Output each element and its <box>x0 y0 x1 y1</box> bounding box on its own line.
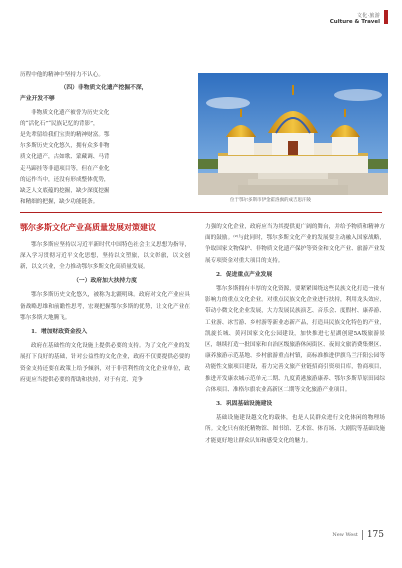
paragraph: 鄂尔多斯拥有丰厚的文化资源，要紧紧围绕这些民族文化打造一批有影响力的重点文化企业。对重点民族文化企业进行扶持，利用龙头效应，带动小微文化企业发展，大力发展民族演艺、音乐会、度假村、康养游、工业游、冰雪游、乡村游等新业态新产品，打造具民族文化特色的产业，凯旋长城、黄河国家文化公园建设，加快推进七星湖创建5A级旅游景区，继续打造一批国家和自治区级旅游休闲街区、夜间文旅消费集聚区、康养旅游示范基地、乡村旅游重点村镇，高标准推进伊旗乌兰汗阳公园等功能性文旅项目建设，着力完善文旅产业链招商引资项目库，鲁商项目，推进开发康农城示范单元二期、九度黄港旅游康养、鄂尔多斯草原田园综合体项目、准格尔旗农业高新区二期等文化旅游产业项目。 <box>205 286 385 393</box>
photo-caption: 位于鄂尔多斯市伊金霍洛旗的成吉思汗陵 <box>230 198 311 203</box>
numbered-heading: 3．巩固基础设施建设 <box>216 401 273 408</box>
page-footer <box>332 530 384 540</box>
page-number: 175 <box>366 530 384 540</box>
paragraph: 鄂尔多斯应坚持以习近平新时代中国特色社会主义思想为指导，深入学习贯彻习近平文化思想，坚持以文塑旅，以文彰旅，以文创新，以文兴业，全力推动鄂尔多斯文化高质量发展。 <box>20 241 190 270</box>
left-column <box>20 222 190 386</box>
section-header <box>330 12 380 25</box>
top-left-column <box>20 70 188 208</box>
subheading-continued: 产业开发不够 <box>20 96 55 103</box>
footer-divider <box>362 530 363 540</box>
numbered-heading: 2．促进重点产业发展 <box>216 271 273 278</box>
text-line: 走马蹄挂等非遗项目等，但在产业化 <box>20 165 110 172</box>
section-title-cn: 文化·旅游 <box>356 13 380 19</box>
subheading: （一）政府加大扶持力度 <box>73 278 137 285</box>
text-line: 是先辈留给我们宝贵的精神财富。鄂 <box>20 132 110 139</box>
paragraph: 鄂尔多斯历史文化悠久，被称为北疆明珠。政府对文化产业应具备战略思维和前瞻性思考，宏观把握鄂尔多斯的优势，让文化产业在鄂尔多斯大地腾飞。 <box>20 292 190 321</box>
numbered-heading: 1．增加财政资金投入 <box>31 328 88 335</box>
text-line: 非物质文化遗产被誉为历史文化 <box>31 109 110 116</box>
section-divider <box>20 212 382 213</box>
text-line: 历程中他的精神中坚持力不认心。 <box>20 72 104 78</box>
mausoleum-photo <box>198 73 388 195</box>
section-title: 鄂尔多斯文化产业高质量发展对策建议 <box>20 223 156 232</box>
text-line: 的“活化石”“民族记忆的背影”， <box>20 120 99 127</box>
right-column <box>205 222 385 447</box>
text-line: 尔多斯历史文化悠久，拥有众多非物 <box>20 143 110 150</box>
paragraph: 政府在基础性的文化设施上提供必要的支持。为了文化产业的发展打下良好的基础，针对公益性的文化企业，政府不仅要提供必要的资金支持还要在政策上给予倾斜，对于非营利性的文化企业单位，政府更应当提供必要的帮助和扶持，对于有竞、竞争 <box>20 343 190 383</box>
section-title-en: Culture & Travel <box>329 19 380 25</box>
paragraph: 力强的文化企业，政府应当为其提供更广阔的舞台，并给予物质和精神方面的鼓励。⁽²⁾与此同时，鄂尔多斯文化产业的发展要主动融入国家战略，争取国家文物保护、非物质文化遗产保护等资金和文化产业、旅游产业发展专项资金对重大项目的支持。 <box>205 224 385 264</box>
text-line: 和精细的把握，缺少功能链条。 <box>20 199 99 206</box>
magazine-name: New West <box>332 532 358 538</box>
text-line: 的运作当中，还没有形成整体优势， <box>20 176 110 183</box>
text-line: 缺乏人文底蕴的挖掘，缺少深度挖掘 <box>20 188 110 195</box>
text-line: 质文化遗产，古如歌、蒙藏调、马背 <box>20 154 110 161</box>
header-accent-bar <box>384 10 388 24</box>
paragraph: 基础设施建设越文化的载体，也是人民群众进行文化体闲的物理场所。文化只有依托精物馆、图书馆、艺术馆、体育场、大剧院等基础设施才能更好地让群众认知和感受文化的魅力。 <box>205 415 385 444</box>
subheading: （四）非物质文化遗产挖掘不深， <box>60 85 148 92</box>
